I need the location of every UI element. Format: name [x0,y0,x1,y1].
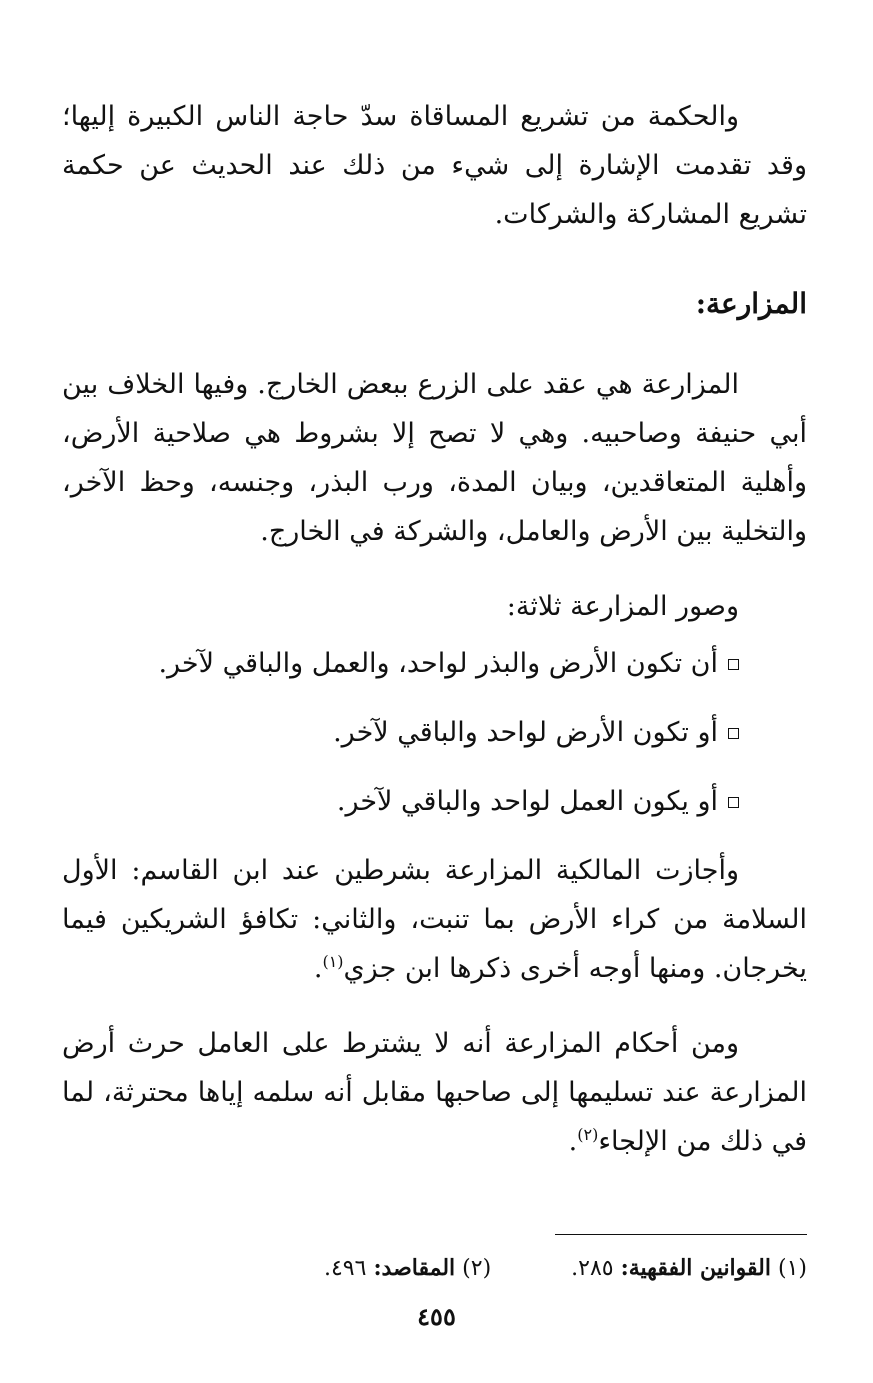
list-item-text: أن تكون الأرض والبذر لواحد، والعمل والباقي لآخر. [158,648,718,679]
paragraph-hikma: والحكمة من تشريع المساقاة سدّ حاجة الناس الكبيرة إليها؛ وقد تقدمت الإشارة إلى شيء من ذلك عند الحديث عن حكمة تشريع المشاركة والشركات. [62,101,807,230]
paragraph-end: . [313,953,323,984]
footnote-2 [324,1250,491,1287]
footnote-page: ٤٩٦. [323,1256,367,1281]
list-item-text: أو يكون العمل لواحد والباقي لآخر. [336,786,718,817]
paragraph-forms-intro: وصور المزارعة ثلاثة: [506,591,739,622]
footnote-number: (٢) [462,1256,492,1281]
footnote-number: (١) [777,1256,807,1281]
square-bullet-icon [728,659,739,670]
section-heading-muzaraa: المزارعة: [695,287,807,320]
list-item [62,708,807,757]
footnote-1 [571,1250,807,1287]
footnote-title: المقاصد: [373,1255,456,1281]
footnote-divider [555,1234,807,1235]
list-item [62,639,807,688]
footnote-page: ٢٨٥. [571,1256,614,1281]
paragraph-ahkam [62,1019,807,1166]
forms-list [62,639,807,826]
list-item [62,777,807,826]
square-bullet-icon [728,797,739,808]
paragraph-end: . [568,1126,578,1157]
page-body [62,92,807,1166]
paragraph-definition: المزارعة هي عقد على الزرع ببعض الخارج. وفيها الخلاف بين أبي حنيفة وصاحبيه. وهي لا تصح إلا بشروط هي صلاحية الأرض، وأهلية المتعاقدين، وبيان المدة، ورب البذر، وجنسه، وحظ الآخر، والتخلية بين الأرض والعامل، والشركة في الخارج. [62,369,807,547]
list-item-text: أو تكون الأرض لواحد والباقي لآخر. [333,717,718,748]
square-bullet-icon [728,728,739,739]
footnote-ref-2[interactable]: (٢) [577,1125,599,1144]
paragraph-text: ومن أحكام المزارعة أنه لا يشترط على العامل حرث أرض المزارعة عند تسليمها إلى صاحبها مقابل أنه سلمه إياها محترثة، لما في ذلك من الإلجاء [62,1028,807,1157]
footnote-ref-1[interactable]: (١) [322,952,344,971]
footnotes [62,1250,807,1287]
footnote-title: القوانين الفقهية: [620,1255,771,1281]
paragraph-text: وأجازت المالكية المزارعة بشرطين عند ابن القاسم: الأول السلامة من كراء الأرض بما تنبت، والثاني: تكافؤ الشريكين فيما يخرجان. ومنها أوجه أخرى ذكرها ابن جزي [62,855,807,984]
page-number: ٤٥٥ [417,1302,456,1331]
paragraph-malikiyya [62,846,807,993]
